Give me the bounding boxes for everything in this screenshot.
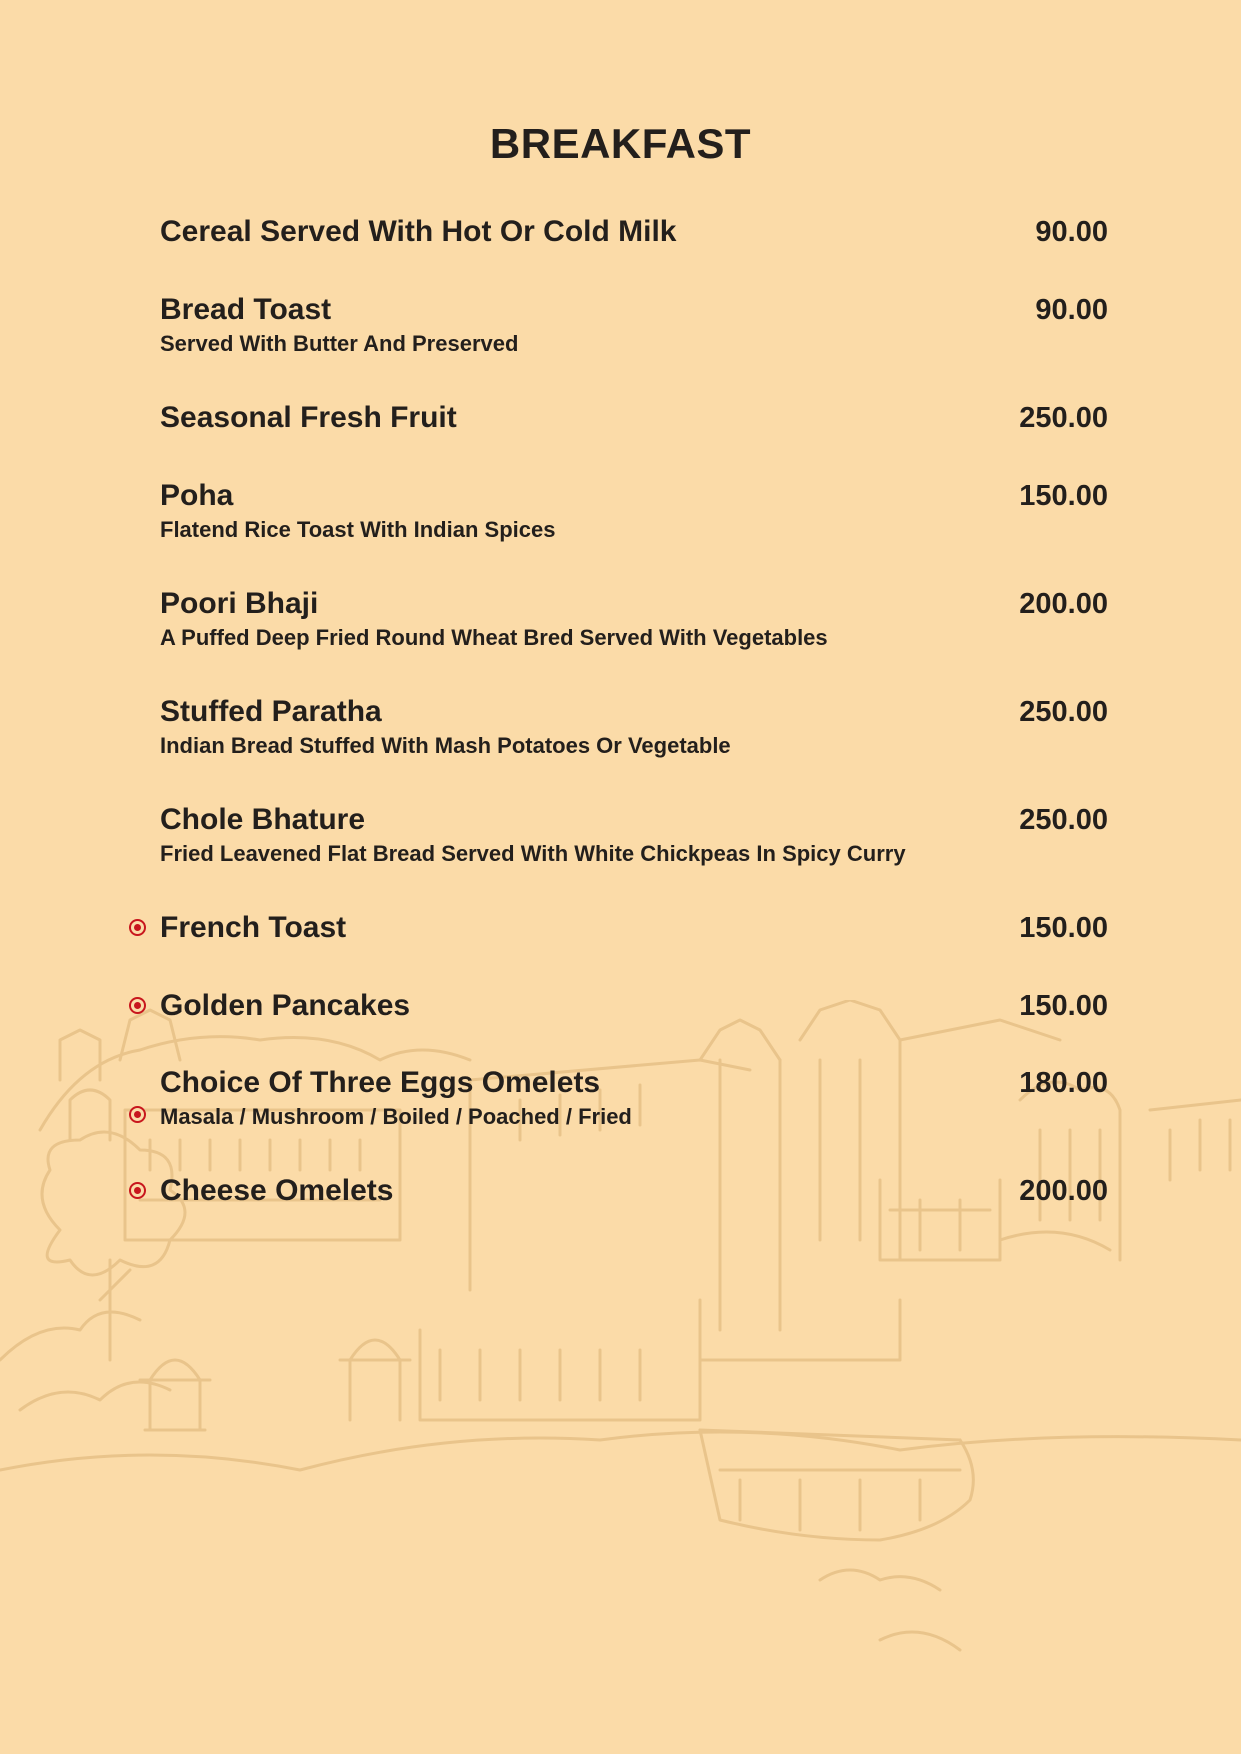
item-price: 200.00 [1019,1175,1108,1207]
menu-item [160,986,1108,1026]
menu-item [160,212,1108,252]
non-veg-marker-icon [129,919,146,936]
item-price: 90.00 [1035,294,1108,326]
item-name: Poha [160,479,234,512]
item-description: Flatend Rice Toast With Indian Spices [160,517,556,542]
item-name: Poori Bhaji [160,587,319,620]
item-name: Cheese Omelets [160,1174,394,1207]
item-name: Golden Pancakes [160,989,411,1022]
item-price: 250.00 [1019,804,1108,836]
menu-item [160,398,1108,438]
item-description: Indian Bread Stuffed With Mash Potatoes Or Vegetable [160,733,731,758]
item-name: Cereal Served With Hot Or Cold Milk [160,215,677,248]
item-description: Masala / Mushroom / Boiled / Poached / Fried [160,1104,632,1129]
item-name: Choice Of Three Eggs Omelets [160,1066,601,1099]
item-name: Stuffed Paratha [160,695,382,728]
item-description: Served With Butter And Preserved [160,331,519,356]
item-name: Chole Bhature [160,803,366,836]
menu-item [160,1063,1108,1131]
item-price: 150.00 [1019,912,1108,944]
menu-item [160,290,1108,358]
item-description: Fried Leavened Flat Bread Served With White Chickpeas In Spicy Curry [160,841,906,866]
non-veg-marker-icon [129,1182,146,1199]
item-price: 90.00 [1035,216,1108,248]
menu-item [160,476,1108,544]
item-name: French Toast [160,911,347,944]
item-price: 150.00 [1019,990,1108,1022]
menu-item [160,908,1108,948]
item-description: A Puffed Deep Fried Round Wheat Bred Served With Vegetables [160,625,828,650]
item-price: 250.00 [1019,696,1108,728]
page-title: BREAKFAST [489,120,752,167]
item-name: Bread Toast [160,293,332,326]
menu-item [160,584,1108,652]
item-price: 180.00 [1019,1067,1108,1099]
item-price: 250.00 [1019,402,1108,434]
non-veg-marker-icon [129,997,146,1014]
menu-item [160,692,1108,760]
menu-item [160,1171,1108,1211]
menu-item [160,800,1108,868]
non-veg-marker-icon [129,1106,146,1123]
item-price: 200.00 [1019,588,1108,620]
item-name: Seasonal Fresh Fruit [160,401,457,434]
item-price: 150.00 [1019,480,1108,512]
